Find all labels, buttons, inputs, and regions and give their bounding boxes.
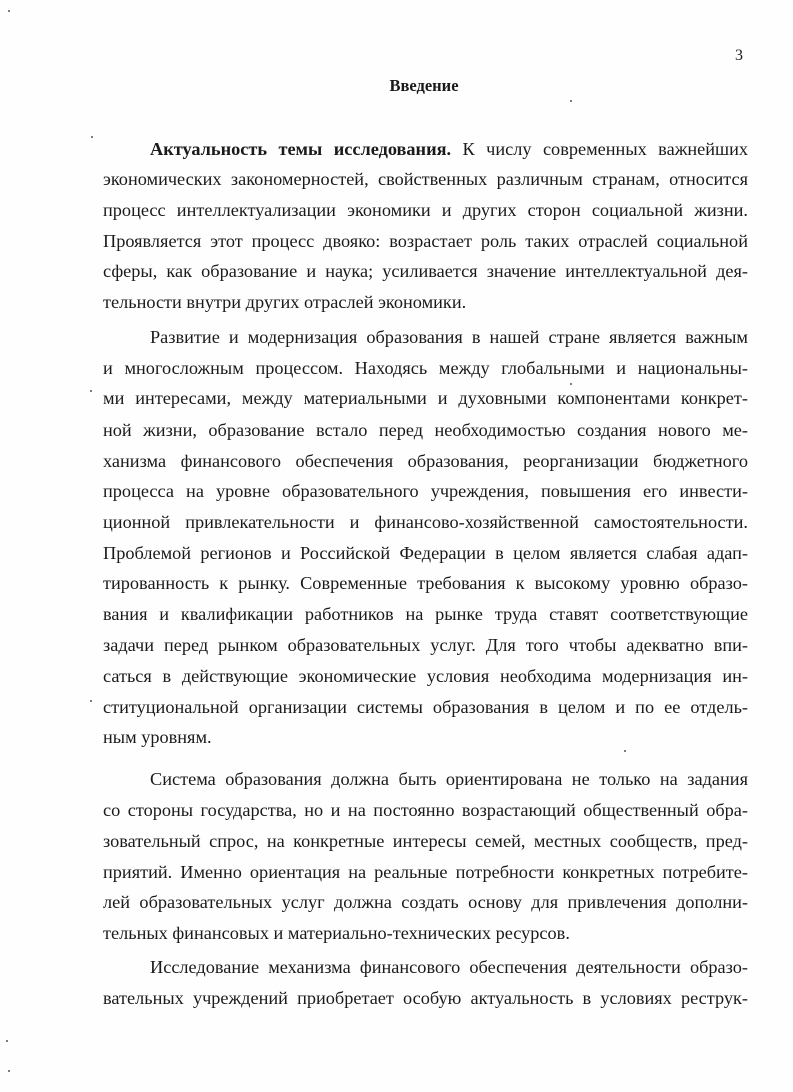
- scan-speck: [91, 136, 93, 138]
- scan-speck: [6, 1040, 8, 1042]
- page-number: 3: [735, 47, 743, 64]
- paragraph-2-line-3: ми интересами, между материальными и духовными компонентами конкрет-: [103, 388, 748, 408]
- paragraph-2-line-6: процесса на уровне образовательного учреждения, повышения его инвести-: [103, 481, 748, 501]
- paragraph-2-line-7: ционной привлекательности и финансово-хозяйственной самостоятельности.: [103, 512, 748, 532]
- paragraph-2-line-13: ституциональной организации системы образования в целом и по ее отдель-: [103, 697, 748, 717]
- scan-speck: [8, 10, 10, 12]
- paragraph-4-line-2: вательных учреждений приобретает особую актуальность в условиях реструк-: [103, 988, 748, 1008]
- paragraph-3-line-5: лей образовательных услуг должна создать основу для привлечения дополни-: [103, 892, 748, 912]
- paragraph-2-line-12: саться в действующие экономические условия необходима модернизация ин-: [103, 666, 748, 686]
- paragraph-1-line-1: [150, 137, 748, 161]
- paragraph-3-line-6: тельных финансовых и материально-технических ресурсов.: [103, 923, 570, 943]
- paragraph-1-lead: Актуальность темы исследования.: [150, 139, 452, 159]
- paragraph-2-line-5: ханизма финансового обеспечения образования, реорганизации бюджетного: [103, 451, 748, 471]
- paragraph-3-line-1: Система образования должна быть ориентирована не только на задания: [150, 769, 748, 789]
- paragraph-2-line-4: ной жизни, образование встало перед необходимостью создания нового ме-: [103, 420, 748, 440]
- paragraph-2-line-14: ным уровням.: [103, 727, 212, 747]
- scan-speck: [570, 383, 572, 385]
- paragraph-1-line-4: Проявляется этот процесс двояко: возрастает роль таких отраслей социальной: [103, 231, 748, 251]
- scan-speck: [90, 700, 92, 702]
- section-title: Введение: [389, 76, 459, 95]
- paragraph-3-line-3: зовательный спрос, на конкретные интересы семей, местных сообществ, пред-: [103, 831, 748, 851]
- scan-speck: [570, 100, 572, 102]
- scan-speck: [90, 390, 92, 392]
- paragraph-2-line-9: тированность к рынку. Современные требования к высокому уровню образо-: [103, 573, 748, 593]
- paragraph-1-line-1-text: К числу современных важнейших: [451, 139, 749, 159]
- paragraph-4-line-1: Исследование механизма финансового обеспечения деятельности образо-: [150, 957, 748, 977]
- paragraph-1-line-3: процесс интеллектуализации экономики и других сторон социальной жизни.: [103, 200, 748, 220]
- paragraph-1-line-2: экономических закономерностей, свойственных различным странам, относится: [103, 169, 748, 189]
- paragraph-3-line-4: приятий. Именно ориентация на реальные потребности конкретных потребите-: [103, 862, 748, 882]
- paragraph-2-line-8: Проблемой регионов и Российской Федерации в целом является слабая адап-: [103, 543, 748, 563]
- paragraph-1-line-6: тельности внутри других отраслей экономики.: [103, 292, 467, 312]
- paragraph-2-line-1: Развитие и модернизация образования в нашей стране является важным: [150, 327, 748, 347]
- scan-speck: [624, 750, 626, 752]
- paragraph-2-line-11: задачи перед рынком образовательных услуг. Для того чтобы адекватно впи-: [103, 635, 748, 655]
- paragraph-1-line-5: сферы, как образование и наука; усиливается значение интеллектуальной дея-: [103, 261, 748, 281]
- scan-speck: [8, 1070, 10, 1072]
- paragraph-2-line-2: и многосложным процессом. Находясь между глобальными и национальны-: [103, 358, 748, 378]
- paragraph-2-line-10: вания и квалификации работников на рынке труда ставят соответствующие: [103, 604, 748, 624]
- paragraph-3-line-2: со стороны государства, но и на постоянно возрастающий общественный обра-: [103, 800, 748, 820]
